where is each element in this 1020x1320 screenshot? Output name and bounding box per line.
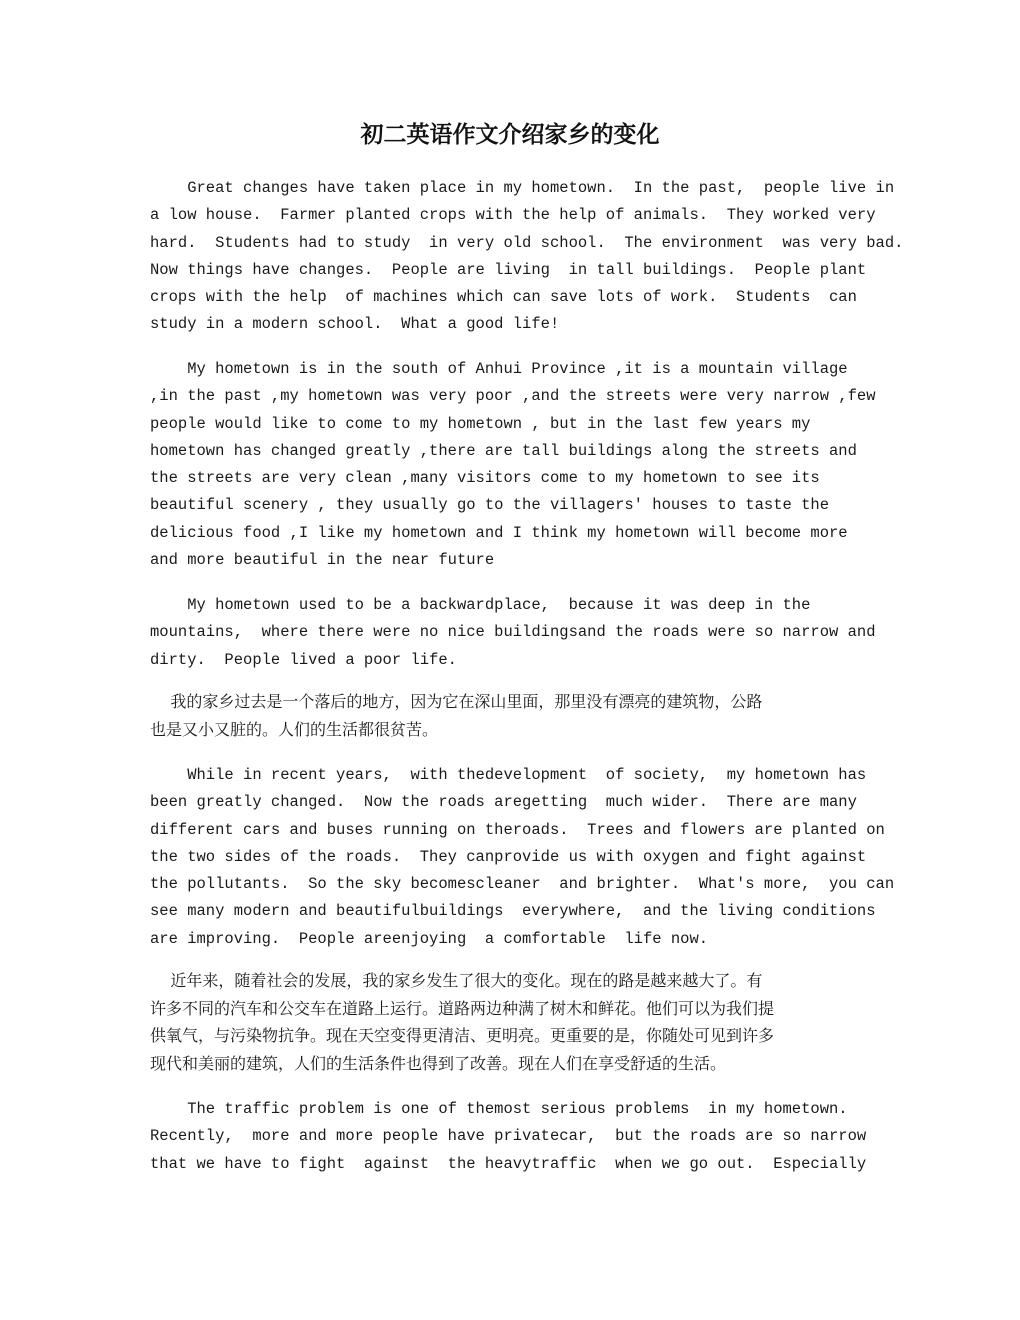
paragraph-recent-years (150, 762, 894, 953)
text-line: the streets are very clean ,many visitors come to my hometown to see its (150, 469, 820, 488)
text-line: 我的家乡过去是一个落后的地方，因为它在深山里面，那里没有漂亮的建筑物，公路 (150, 692, 763, 711)
paragraph-great-changes (150, 175, 903, 339)
text-line: While in recent years, with thedevelopment of society, my hometown has (150, 766, 867, 784)
text-line: study in a modern school. What a good life! (150, 315, 560, 334)
paragraph-recent-years-chinese (150, 967, 774, 1077)
text-line: 许多不同的汽车和公交车在道路上运行。道路两边种满了树木和鲜花。他们可以为我们提 (150, 998, 775, 1018)
text-line: been greatly changed. Now the roads aregetting much wider. There are many (150, 793, 857, 812)
text-line: 现代和美丽的建筑，人们的生活条件也得到了改善。现在人们在享受舒适的生活。 (150, 1053, 727, 1073)
document-title: 初二英语作文介绍家乡的变化 (360, 121, 660, 148)
text-line: the two sides of the roads. They canprovide us with oxygen and fight against (150, 847, 867, 866)
text-line: 也是又小又脏的。人们的生活都很贫苦。 (150, 719, 439, 739)
text-line: My hometown used to be a backwardplace, because it was deep in the (150, 596, 811, 614)
text-line: My hometown is in the south of Anhui Province ,it is a mountain village (150, 360, 848, 378)
text-line: the pollutants. So the sky becomescleaner and brighter. What's more, you can (150, 875, 895, 894)
text-line: are improving. People areenjoying a comfortable life now. (150, 929, 709, 948)
text-line: The traffic problem is one of themost serious problems in my hometown. (150, 1100, 848, 1118)
text-line: people would like to come to my hometown , but in the last few years my (150, 414, 811, 433)
text-line: hometown has changed greatly ,there are tall buildings along the streets and (150, 441, 857, 460)
paragraph-traffic-problem (150, 1096, 866, 1178)
text-line: different cars and buses running on theroads. Trees and flowers are planted on (150, 820, 885, 839)
text-line: a low house. Farmer planted crops with the help of animals. They worked very (150, 206, 876, 225)
text-line: ,in the past ,my hometown was very poor ,and the streets were very narrow ,few (150, 387, 876, 406)
text-line: beautiful scenery , they usually go to the villagers' houses to taste the (150, 496, 830, 515)
text-line: delicious food ,I like my hometown and I think my hometown will become more (150, 523, 848, 542)
text-line: 近年来，随着社会的发展，我的家乡发生了很大的变化。现在的路是越来越大了。有 (150, 971, 763, 990)
text-line: 供氧气，与污染物抗争。现在天空变得更清洁、更明亮。更重要的是，你随处可见到许多 (150, 1026, 775, 1045)
text-line: crops with the help of machines which can save lots of work. Students can (150, 288, 857, 307)
text-line: that we have to fight against the heavytraffic when we go out. Especially (150, 1154, 867, 1173)
text-line: hard. Students had to study in very old school. The environment was very bad. (150, 233, 904, 252)
text-line: Recently, more and more people have privatecar, but the roads are so narrow (150, 1127, 867, 1146)
text-line: see many modern and beautifulbuildings everywhere, and the living conditions (150, 902, 876, 921)
paragraph-backward-place-chinese (150, 688, 762, 743)
text-line: mountains, where there were no nice buildingsand the roads were so narrow and (150, 623, 876, 642)
text-line: Great changes have taken place in my hometown. In the past, people live in (150, 179, 895, 197)
paragraph-backward-place (150, 592, 876, 674)
text-line: and more beautiful in the near future (150, 551, 495, 570)
text-line: dirty. People lived a poor life. (150, 650, 457, 669)
paragraph-anhui (150, 356, 876, 574)
text-line: Now things have changes. People are living in tall buildings. People plant (150, 260, 867, 279)
